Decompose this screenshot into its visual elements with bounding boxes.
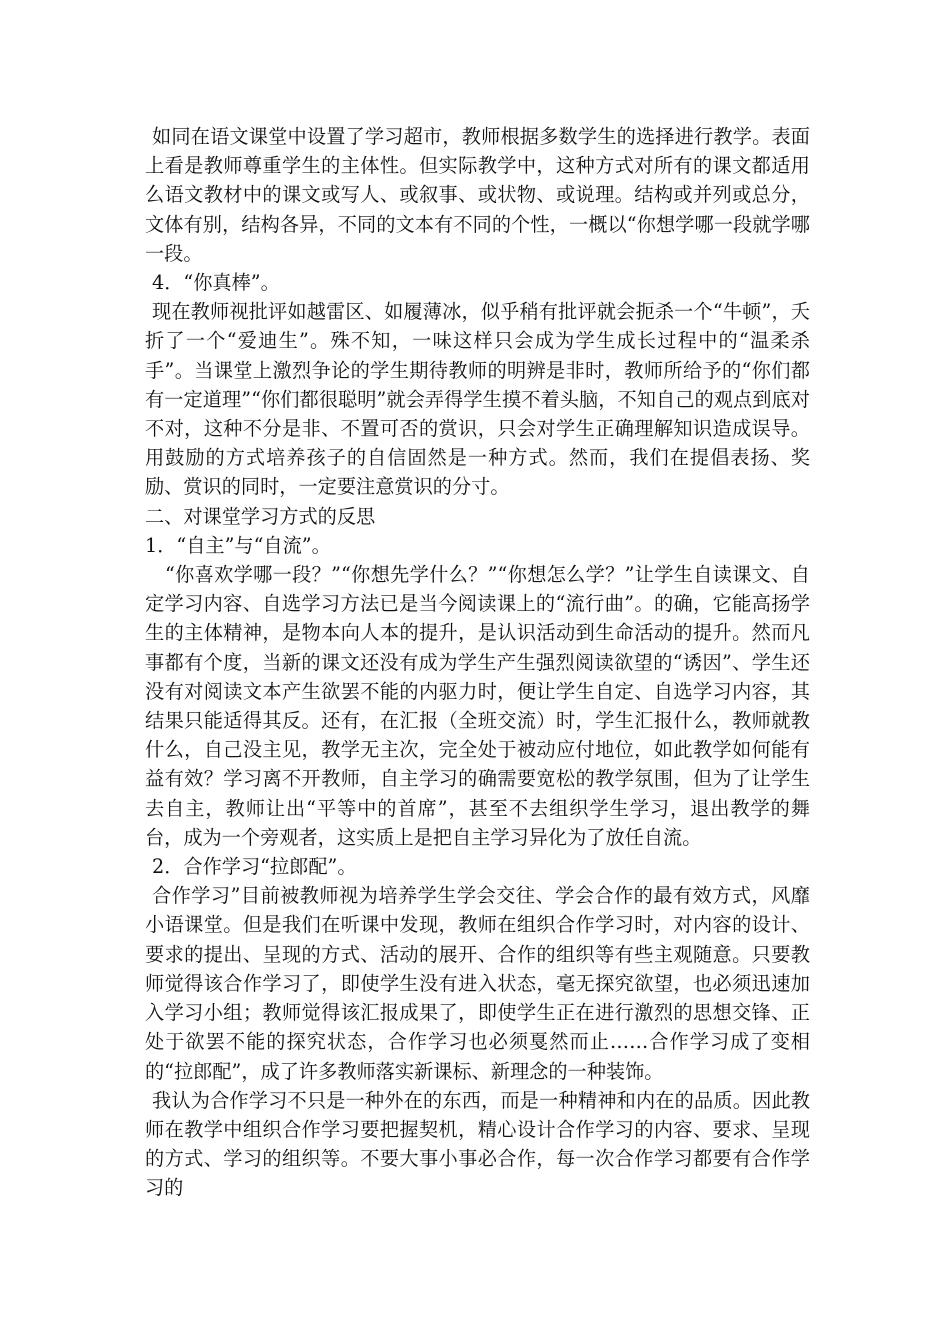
paragraph-learning-supermarket: 如同在语文课堂中设置了学习超市，教师根据多数学生的选择进行教学。表面上看是教师尊重学生的主体性。但实际教学中，这种方式对所有的课文都适用么语文教材中的课文或写人、或叙事、或状物、或说理。结构或并列或总分，文体有别，结构各异，不同的文本有不同的个性，一概以“你想学哪一段就学哪一段。 [145, 125, 810, 265]
paragraph-criticism: 现在教师视批评如越雷区、如履薄冰，似乎稍有批评就会扼杀一个“牛顿”，夭折了一个“爱迪生”。殊不知，一味这样只会成为学生成长过程中的“温柔杀手”。当课堂上激烈争论的学生期待教师的明辨是非时，教师所给予的“你们都有一定道理”“你们都很聪明”就会弄得学生摸不着头脑，不知自己的观点到底对不对，这种不分是非、不置可否的赏识，只会对学生正确理解知识造成误导。用鼓励的方式培养孩子的自信固然是一种方式。然而，我们在提倡表扬、奖励、赏识的同时，一定要注意赏识的分寸。 [145, 300, 810, 499]
heading-you-are-great: 4．“你真棒”。 [152, 271, 280, 295]
paragraph-autonomy: “你喜欢学哪一段？”“你想先学什么？”“你想怎么学？”让学生自读课文、自定学习内容、自选学习方法已是当今阅读课上的“流行曲”。的确，它能高扬学生的主体精神，是物本向人本的提升，是认识活动到生命活动的提升。然而凡事都有个度，当新的课文还没有成为学生产生强烈阅读欲望的“诱因”、学生还没有对阅读文本产生欲罢不能的内驱力时，便让学生自定、自选学习内容，其结果只能适得其反。还有，在汇报（全班交流）时，学生汇报什么，教师就教什么，自己没主见，教学无主次，完全处于被动应付地位，如此教学如何能有益有效？学习离不开教师，自主学习的确需要宽松的教学氛围，但为了让学生去自主，教师让出“平等中的首席”，甚至不去组织学生学习，退出教学的舞台，成为一个旁观者，这实质上是把自主学习异化为了放任自流。 [145, 563, 810, 849]
heading-autonomy: 1．“自主”与“自流”。 [145, 533, 331, 557]
paragraph-cooperative-learning: 合作学习”目前被教师视为培养学生学会交往、学会合作的最有效方式，风靡小语课堂。但是我们在听课中发现，教师在组织合作学习时，对内容的设计、要求的提出、呈现的方式、活动的展开、合作的组织等有些主观随意。只要教师觉得该合作学习了，即使学生没有进入状态，毫无探究欲望，也必须迅速加入学习小组；教师觉得该汇报成果了，即使学生正在进行激烈的思想交锋、正处于欲罢不能的探究状态，合作学习也必须戛然而止……合作学习成了变相的“拉郎配”，成了许多教师落实新课标、新理念的一种装饰。 [145, 884, 810, 1083]
section-heading-learning-methods: 二、对课堂学习方式的反思 [145, 504, 376, 528]
heading-cooperative-learning: 2．合作学习“拉郎配”。 [152, 855, 357, 879]
document-body [145, 122, 810, 1203]
paragraph-my-view: 我认为合作学习不只是一种外在的东西，而是一种精神和内在的品质。因此教师在教学中组织合作学习要把握契机，精心设计合作学习的内容、要求、呈现的方式、学习的组织等。不要大事小事必合作，每一次合作学习都要有合作学习的 [145, 1088, 810, 1200]
